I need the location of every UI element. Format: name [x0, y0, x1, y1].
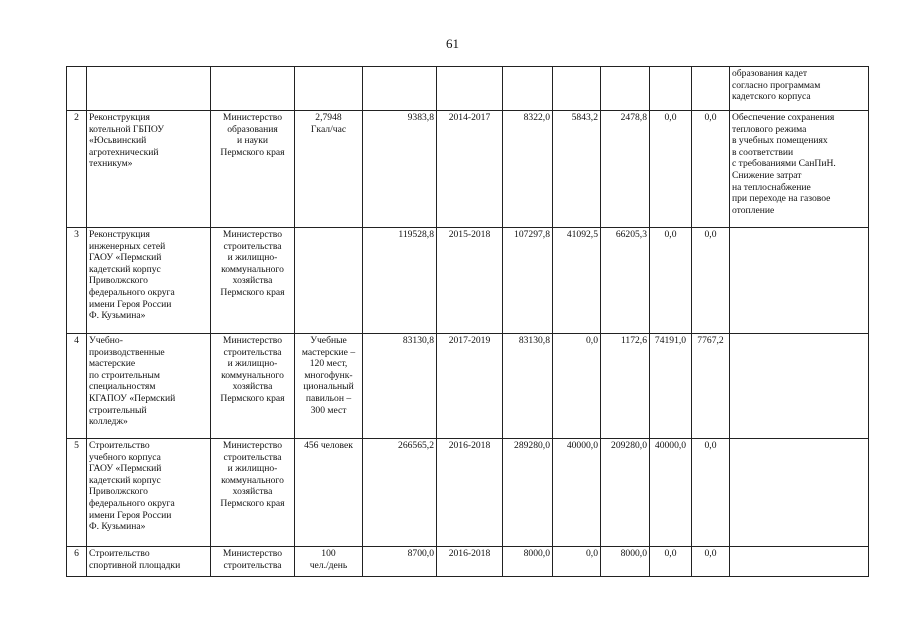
- cell-v3: 0,0: [650, 111, 692, 228]
- cell-cost: 119528,8: [363, 228, 437, 334]
- table-row: [67, 228, 869, 334]
- cell-cost: [363, 67, 437, 111]
- table-row: [67, 547, 869, 577]
- cell-v3: [650, 67, 692, 111]
- cell-v3: 74191,0: [650, 334, 692, 439]
- cell-result: Обеспечение сохранения теплового режима в учебных помещениях в соответствии с требованиями СанПиН. Снижение затрат на теплоснабжение при переходе на газовое отопление: [730, 111, 869, 228]
- cell-name: Реконструкция котельной ГБПОУ «Юсьвинский агротехнический техникум»: [87, 111, 211, 228]
- table-row-continuation: [67, 67, 869, 111]
- cell-result: [730, 228, 869, 334]
- cell-v4: 0,0: [692, 111, 730, 228]
- cell-v4: 0,0: [692, 439, 730, 547]
- cell-v3: 0,0: [650, 547, 692, 577]
- cell-v1: [553, 67, 601, 111]
- cell-total: 83130,8: [503, 334, 553, 439]
- cell-no: [67, 67, 87, 111]
- cell-period: 2016-2018: [437, 547, 503, 577]
- cell-total: 8322,0: [503, 111, 553, 228]
- cell-ministry: [211, 67, 295, 111]
- cell-total: 107297,8: [503, 228, 553, 334]
- table-row: [67, 111, 869, 228]
- cell-v1: 5843,2: [553, 111, 601, 228]
- cell-v1: 40000,0: [553, 439, 601, 547]
- cell-capacity: [295, 228, 363, 334]
- cell-v2: 66205,3: [601, 228, 650, 334]
- cell-v2: 209280,0: [601, 439, 650, 547]
- cell-cost: 266565,2: [363, 439, 437, 547]
- table-row: [67, 439, 869, 547]
- cell-ministry: Министерство строительства: [211, 547, 295, 577]
- cell-cost: 83130,8: [363, 334, 437, 439]
- cell-name: [87, 67, 211, 111]
- cell-v2: 2478,8: [601, 111, 650, 228]
- cell-period: 2016-2018: [437, 439, 503, 547]
- cell-total: [503, 67, 553, 111]
- cell-total: 289280,0: [503, 439, 553, 547]
- cell-v1: 0,0: [553, 334, 601, 439]
- cell-capacity: Учебные мастерские – 120 мест, многофунк- циональный павильон – 300 мест: [295, 334, 363, 439]
- cell-no: 2: [67, 111, 87, 228]
- cell-v4: [692, 67, 730, 111]
- cell-capacity: 456 человек: [295, 439, 363, 547]
- cell-result: [730, 547, 869, 577]
- cell-result: образования кадет согласно программам кадетского корпуса: [730, 67, 869, 111]
- cell-ministry: Министерство строительства и жилищно- коммунального хозяйства Пермского края: [211, 228, 295, 334]
- cell-name: Реконструкция инженерных сетей ГАОУ «Пермский кадетский корпус Приволжского федерального округа имени Героя России Ф. Кузьмина»: [87, 228, 211, 334]
- cell-name: Строительство учебного корпуса ГАОУ «Пермский кадетский корпус Приволжского федерального округа имени Героя России Ф. Кузьмина»: [87, 439, 211, 547]
- cell-total: 8000,0: [503, 547, 553, 577]
- cell-v3: 0,0: [650, 228, 692, 334]
- cell-name: Строительство спортивной площадки: [87, 547, 211, 577]
- cell-v4: 0,0: [692, 547, 730, 577]
- cell-capacity: 100 чел./день: [295, 547, 363, 577]
- cell-v4: 0,0: [692, 228, 730, 334]
- cell-ministry: Министерство строительства и жилищно- коммунального хозяйства Пермского края: [211, 439, 295, 547]
- cell-no: 4: [67, 334, 87, 439]
- cell-v2: 8000,0: [601, 547, 650, 577]
- program-table: [66, 66, 869, 577]
- cell-cost: 8700,0: [363, 547, 437, 577]
- cell-v4: 7767,2: [692, 334, 730, 439]
- cell-ministry: Министерство строительства и жилищно- коммунального хозяйства Пермского края: [211, 334, 295, 439]
- cell-no: 3: [67, 228, 87, 334]
- table-row: [67, 334, 869, 439]
- cell-no: 5: [67, 439, 87, 547]
- cell-period: 2014-2017: [437, 111, 503, 228]
- cell-v2: [601, 67, 650, 111]
- cell-period: 2015-2018: [437, 228, 503, 334]
- cell-result: [730, 439, 869, 547]
- cell-period: 2017-2019: [437, 334, 503, 439]
- cell-result: [730, 334, 869, 439]
- cell-no: 6: [67, 547, 87, 577]
- cell-name: Учебно- производственные мастерские по строительным специальностям КГАПОУ «Пермский строительный колледж»: [87, 334, 211, 439]
- cell-period: [437, 67, 503, 111]
- page-number: 61: [446, 36, 459, 51]
- cell-v1: 0,0: [553, 547, 601, 577]
- cell-cost: 9383,8: [363, 111, 437, 228]
- cell-ministry: Министерство образования и науки Пермского края: [211, 111, 295, 228]
- cell-v2: 1172,6: [601, 334, 650, 439]
- cell-v3: 40000,0: [650, 439, 692, 547]
- cell-v1: 41092,5: [553, 228, 601, 334]
- cell-capacity: 2,7948 Гкал/час: [295, 111, 363, 228]
- cell-capacity: [295, 67, 363, 111]
